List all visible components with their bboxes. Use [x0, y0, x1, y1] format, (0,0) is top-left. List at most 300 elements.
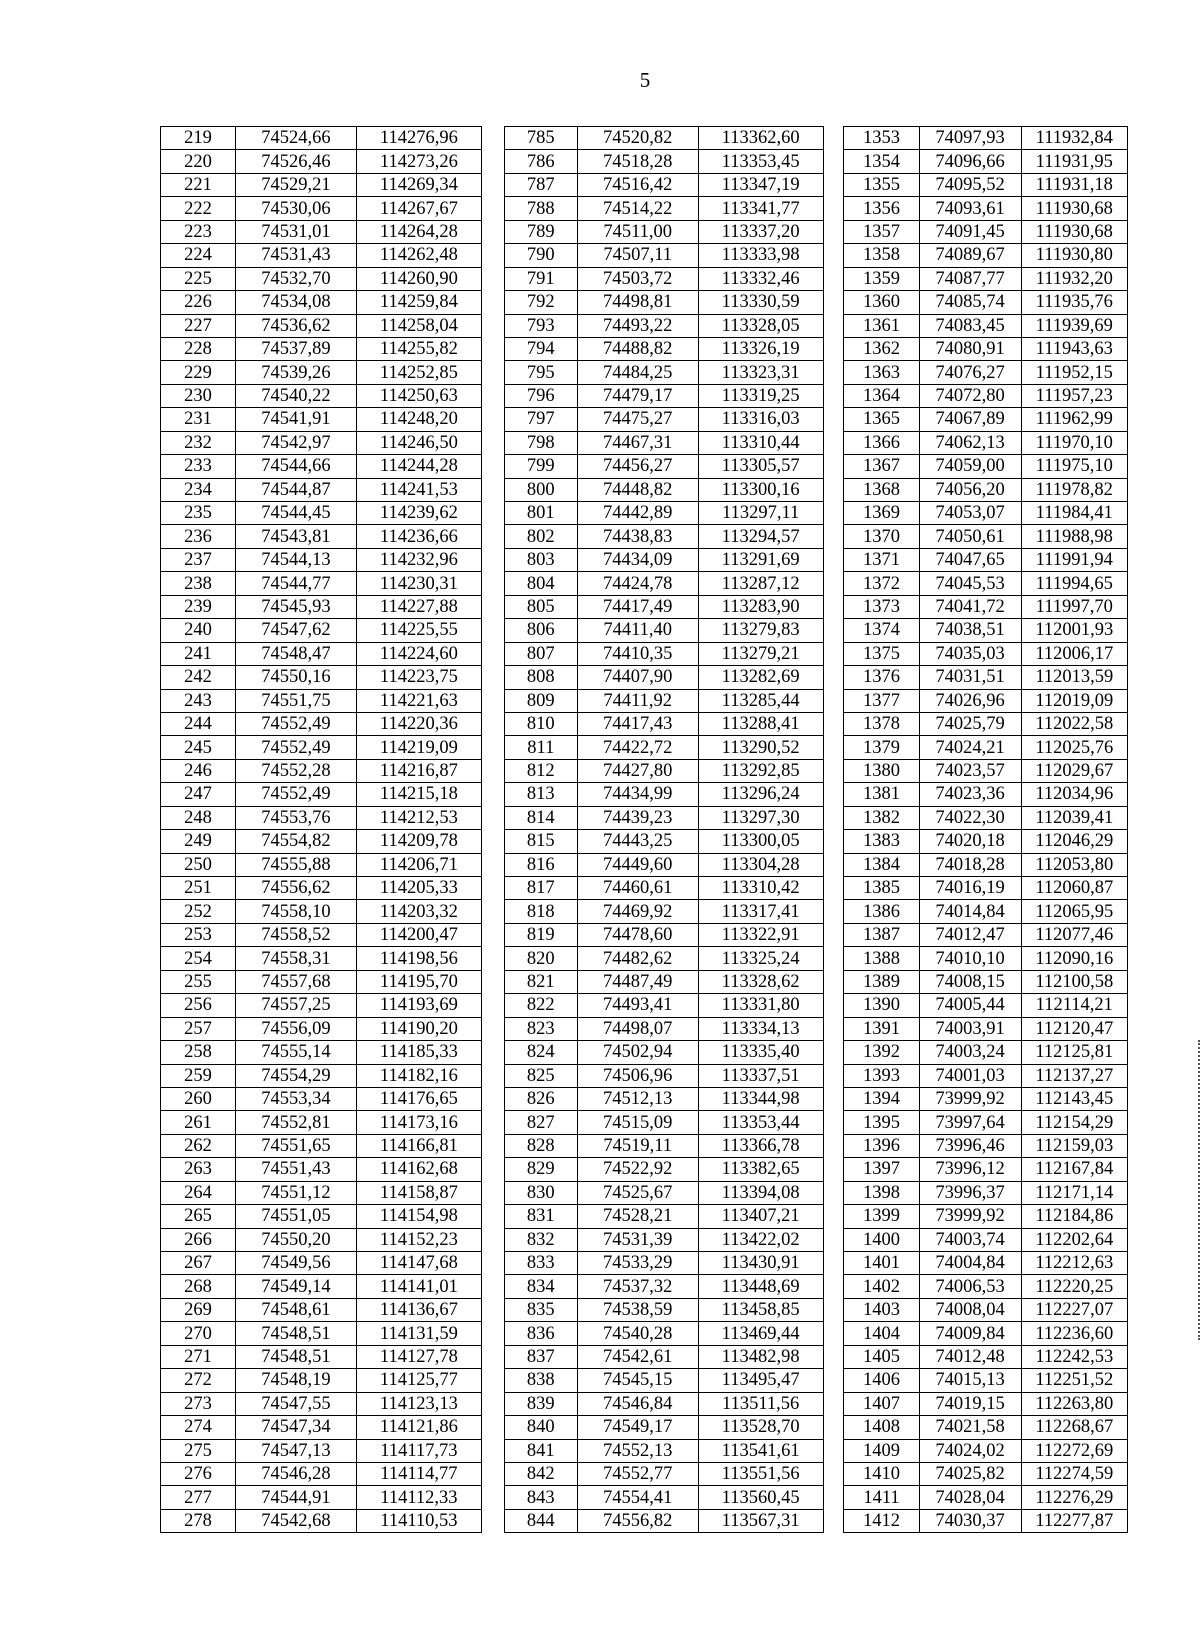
- x-coordinate-cell: 74427,80: [577, 759, 698, 782]
- column-gap: [823, 1392, 844, 1415]
- y-coordinate-cell: 114239,62: [356, 502, 481, 525]
- y-coordinate-cell: 114219,09: [356, 736, 481, 759]
- point-number-cell: 807: [504, 642, 577, 665]
- point-number-cell: 228: [161, 337, 236, 360]
- x-coordinate-cell: 74080,91: [919, 337, 1021, 360]
- y-coordinate-cell: 113310,44: [698, 431, 823, 454]
- y-coordinate-cell: 114259,84: [356, 291, 481, 314]
- x-coordinate-cell: 74538,59: [577, 1298, 698, 1321]
- point-number-cell: 245: [161, 736, 236, 759]
- x-coordinate-cell: 73999,92: [919, 1087, 1021, 1110]
- y-coordinate-cell: 112060,87: [1021, 877, 1127, 900]
- x-coordinate-cell: 74053,07: [919, 502, 1021, 525]
- y-coordinate-cell: 113541,61: [698, 1439, 823, 1462]
- y-coordinate-cell: 114176,65: [356, 1087, 481, 1110]
- column-gap: [823, 1158, 844, 1181]
- point-number-cell: 274: [161, 1416, 236, 1439]
- column-gap: [823, 1298, 844, 1321]
- column-gap: [481, 1017, 504, 1040]
- column-gap: [481, 1345, 504, 1368]
- point-number-cell: 831: [504, 1205, 577, 1228]
- point-number-cell: 257: [161, 1017, 236, 1040]
- point-number-cell: 222: [161, 197, 236, 220]
- x-coordinate-cell: 74434,99: [577, 783, 698, 806]
- x-coordinate-cell: 74532,70: [236, 267, 357, 290]
- y-coordinate-cell: 114225,55: [356, 619, 481, 642]
- point-number-cell: 816: [504, 853, 577, 876]
- table-row: [161, 1181, 1128, 1204]
- y-coordinate-cell: 114127,78: [356, 1345, 481, 1368]
- column-gap: [481, 267, 504, 290]
- table-row: [161, 1392, 1128, 1415]
- point-number-cell: 271: [161, 1345, 236, 1368]
- x-coordinate-cell: 74010,10: [919, 947, 1021, 970]
- y-coordinate-cell: 113322,91: [698, 923, 823, 946]
- x-coordinate-cell: 74524,66: [236, 127, 357, 150]
- x-coordinate-cell: 74537,89: [236, 337, 357, 360]
- y-coordinate-cell: 113337,20: [698, 220, 823, 243]
- table-row: [161, 619, 1128, 642]
- point-number-cell: 1370: [844, 525, 919, 548]
- point-number-cell: 267: [161, 1252, 236, 1275]
- table-row: [161, 759, 1128, 782]
- y-coordinate-cell: 114114,77: [356, 1462, 481, 1485]
- column-gap: [823, 267, 844, 290]
- point-number-cell: 825: [504, 1064, 577, 1087]
- y-coordinate-cell: 112137,27: [1021, 1064, 1127, 1087]
- column-gap: [481, 314, 504, 337]
- table-row: [161, 525, 1128, 548]
- point-number-cell: 842: [504, 1462, 577, 1485]
- table-row: [161, 361, 1128, 384]
- point-number-cell: 235: [161, 502, 236, 525]
- x-coordinate-cell: 74448,82: [577, 478, 698, 501]
- point-number-cell: 1394: [844, 1087, 919, 1110]
- y-coordinate-cell: 113528,70: [698, 1416, 823, 1439]
- y-coordinate-cell: 113328,62: [698, 970, 823, 993]
- point-number-cell: 801: [504, 502, 577, 525]
- y-coordinate-cell: 114112,33: [356, 1486, 481, 1509]
- y-coordinate-cell: 114252,85: [356, 361, 481, 384]
- point-number-cell: 234: [161, 478, 236, 501]
- x-coordinate-cell: 74549,14: [236, 1275, 357, 1298]
- x-coordinate-cell: 74028,04: [919, 1486, 1021, 1509]
- y-coordinate-cell: 111930,80: [1021, 244, 1127, 267]
- column-gap: [823, 1228, 844, 1251]
- table-row: [161, 150, 1128, 173]
- column-gap: [481, 1416, 504, 1439]
- y-coordinate-cell: 112227,07: [1021, 1298, 1127, 1321]
- x-coordinate-cell: 74544,45: [236, 502, 357, 525]
- point-number-cell: 246: [161, 759, 236, 782]
- y-coordinate-cell: 113458,85: [698, 1298, 823, 1321]
- x-coordinate-cell: 74550,20: [236, 1228, 357, 1251]
- y-coordinate-cell: 112276,29: [1021, 1486, 1127, 1509]
- column-gap: [481, 642, 504, 665]
- column-gap: [823, 1252, 844, 1275]
- x-coordinate-cell: 74442,89: [577, 502, 698, 525]
- x-coordinate-cell: 74554,41: [577, 1486, 698, 1509]
- column-gap: [823, 994, 844, 1017]
- x-coordinate-cell: 74502,94: [577, 1041, 698, 1064]
- y-coordinate-cell: 114269,34: [356, 173, 481, 196]
- x-coordinate-cell: 74434,09: [577, 548, 698, 571]
- point-number-cell: 810: [504, 712, 577, 735]
- point-number-cell: 1407: [844, 1392, 919, 1415]
- point-number-cell: 260: [161, 1087, 236, 1110]
- point-number-cell: 220: [161, 150, 236, 173]
- point-number-cell: 837: [504, 1345, 577, 1368]
- x-coordinate-cell: 74530,06: [236, 197, 357, 220]
- x-coordinate-cell: 74097,93: [919, 127, 1021, 150]
- x-coordinate-cell: 74551,12: [236, 1181, 357, 1204]
- x-coordinate-cell: 74019,15: [919, 1392, 1021, 1415]
- point-number-cell: 232: [161, 431, 236, 454]
- column-gap: [823, 619, 844, 642]
- point-number-cell: 1409: [844, 1439, 919, 1462]
- y-coordinate-cell: 113290,52: [698, 736, 823, 759]
- table-row: [161, 1345, 1128, 1368]
- y-coordinate-cell: 114198,56: [356, 947, 481, 970]
- y-coordinate-cell: 113304,28: [698, 853, 823, 876]
- column-gap: [481, 173, 504, 196]
- column-gap: [823, 666, 844, 689]
- x-coordinate-cell: 74001,03: [919, 1064, 1021, 1087]
- point-number-cell: 233: [161, 455, 236, 478]
- point-number-cell: 821: [504, 970, 577, 993]
- column-gap: [823, 244, 844, 267]
- y-coordinate-cell: 113330,59: [698, 291, 823, 314]
- y-coordinate-cell: 112046,29: [1021, 830, 1127, 853]
- point-number-cell: 236: [161, 525, 236, 548]
- column-gap: [481, 361, 504, 384]
- point-number-cell: 824: [504, 1041, 577, 1064]
- point-number-cell: 1382: [844, 806, 919, 829]
- point-number-cell: 1373: [844, 595, 919, 618]
- y-coordinate-cell: 114206,71: [356, 853, 481, 876]
- x-coordinate-cell: 74438,83: [577, 525, 698, 548]
- y-coordinate-cell: 114221,63: [356, 689, 481, 712]
- point-number-cell: 792: [504, 291, 577, 314]
- y-coordinate-cell: 112006,17: [1021, 642, 1127, 665]
- column-gap: [823, 830, 844, 853]
- x-coordinate-cell: 74506,96: [577, 1064, 698, 1087]
- x-coordinate-cell: 74076,27: [919, 361, 1021, 384]
- point-number-cell: 251: [161, 877, 236, 900]
- y-coordinate-cell: 113341,77: [698, 197, 823, 220]
- x-coordinate-cell: 74056,20: [919, 478, 1021, 501]
- point-number-cell: 256: [161, 994, 236, 1017]
- point-number-cell: 258: [161, 1041, 236, 1064]
- y-coordinate-cell: 113334,13: [698, 1017, 823, 1040]
- column-gap: [823, 923, 844, 946]
- point-number-cell: 277: [161, 1486, 236, 1509]
- x-coordinate-cell: 74439,23: [577, 806, 698, 829]
- x-coordinate-cell: 74515,09: [577, 1111, 698, 1134]
- x-coordinate-cell: 74546,28: [236, 1462, 357, 1485]
- x-coordinate-cell: 74551,43: [236, 1158, 357, 1181]
- column-gap: [823, 1369, 844, 1392]
- point-number-cell: 794: [504, 337, 577, 360]
- column-gap: [823, 572, 844, 595]
- point-number-cell: 1397: [844, 1158, 919, 1181]
- y-coordinate-cell: 113297,30: [698, 806, 823, 829]
- x-coordinate-cell: 74552,49: [236, 783, 357, 806]
- table-row: [161, 830, 1128, 853]
- point-number-cell: 806: [504, 619, 577, 642]
- column-gap: [481, 1158, 504, 1181]
- column-gap: [823, 1111, 844, 1134]
- y-coordinate-cell: 114158,87: [356, 1181, 481, 1204]
- y-coordinate-cell: 113296,24: [698, 783, 823, 806]
- y-coordinate-cell: 113291,69: [698, 548, 823, 571]
- x-coordinate-cell: 74488,82: [577, 337, 698, 360]
- column-gap: [823, 1087, 844, 1110]
- y-coordinate-cell: 111978,82: [1021, 478, 1127, 501]
- table-row: [161, 900, 1128, 923]
- y-coordinate-cell: 113353,44: [698, 1111, 823, 1134]
- y-coordinate-cell: 114220,36: [356, 712, 481, 735]
- column-gap: [481, 736, 504, 759]
- table-row: [161, 502, 1128, 525]
- y-coordinate-cell: 113469,44: [698, 1322, 823, 1345]
- column-gap: [823, 759, 844, 782]
- y-coordinate-cell: 113482,98: [698, 1345, 823, 1368]
- point-number-cell: 838: [504, 1369, 577, 1392]
- point-number-cell: 1368: [844, 478, 919, 501]
- point-number-cell: 1360: [844, 291, 919, 314]
- x-coordinate-cell: 74089,67: [919, 244, 1021, 267]
- y-coordinate-cell: 111931,18: [1021, 173, 1127, 196]
- table-row: [161, 1486, 1128, 1509]
- point-number-cell: 237: [161, 548, 236, 571]
- y-coordinate-cell: 113353,45: [698, 150, 823, 173]
- point-number-cell: 1355: [844, 173, 919, 196]
- y-coordinate-cell: 112171,14: [1021, 1181, 1127, 1204]
- point-number-cell: 834: [504, 1275, 577, 1298]
- point-number-cell: 1400: [844, 1228, 919, 1251]
- y-coordinate-cell: 111931,95: [1021, 150, 1127, 173]
- point-number-cell: 240: [161, 619, 236, 642]
- y-coordinate-cell: 111988,98: [1021, 525, 1127, 548]
- point-number-cell: 1406: [844, 1369, 919, 1392]
- x-coordinate-cell: 74542,97: [236, 431, 357, 454]
- x-coordinate-cell: 74533,29: [577, 1252, 698, 1275]
- table-row: [161, 947, 1128, 970]
- column-gap: [481, 1205, 504, 1228]
- x-coordinate-cell: 74023,36: [919, 783, 1021, 806]
- y-coordinate-cell: 114258,04: [356, 314, 481, 337]
- point-number-cell: 795: [504, 361, 577, 384]
- y-coordinate-cell: 113326,19: [698, 337, 823, 360]
- y-coordinate-cell: 112263,80: [1021, 1392, 1127, 1415]
- x-coordinate-cell: 74548,51: [236, 1345, 357, 1368]
- point-number-cell: 1372: [844, 572, 919, 595]
- x-coordinate-cell: 74008,04: [919, 1298, 1021, 1321]
- x-coordinate-cell: 74544,87: [236, 478, 357, 501]
- point-number-cell: 822: [504, 994, 577, 1017]
- page-number: 5: [639, 68, 651, 92]
- column-gap: [481, 1509, 504, 1532]
- x-coordinate-cell: 74544,66: [236, 455, 357, 478]
- x-coordinate-cell: 74026,96: [919, 689, 1021, 712]
- y-coordinate-cell: 113362,60: [698, 127, 823, 150]
- x-coordinate-cell: 74038,51: [919, 619, 1021, 642]
- x-coordinate-cell: 74045,53: [919, 572, 1021, 595]
- y-coordinate-cell: 114246,50: [356, 431, 481, 454]
- point-number-cell: 793: [504, 314, 577, 337]
- point-number-cell: 798: [504, 431, 577, 454]
- y-coordinate-cell: 114193,69: [356, 994, 481, 1017]
- x-coordinate-cell: 74422,72: [577, 736, 698, 759]
- x-coordinate-cell: 74012,47: [919, 923, 1021, 946]
- column-gap: [823, 1345, 844, 1368]
- point-number-cell: 226: [161, 291, 236, 314]
- y-coordinate-cell: 114131,59: [356, 1322, 481, 1345]
- y-coordinate-cell: 113323,31: [698, 361, 823, 384]
- column-gap: [481, 712, 504, 735]
- point-number-cell: 1403: [844, 1298, 919, 1321]
- y-coordinate-cell: 113560,45: [698, 1486, 823, 1509]
- y-coordinate-cell: 112090,16: [1021, 947, 1127, 970]
- point-number-cell: 219: [161, 127, 236, 150]
- table-row: [161, 853, 1128, 876]
- column-gap: [481, 1064, 504, 1087]
- x-coordinate-cell: 74548,47: [236, 642, 357, 665]
- x-coordinate-cell: 74552,49: [236, 736, 357, 759]
- x-coordinate-cell: 74096,66: [919, 150, 1021, 173]
- point-number-cell: 817: [504, 877, 577, 900]
- y-coordinate-cell: 112268,67: [1021, 1416, 1127, 1439]
- point-number-cell: 1387: [844, 923, 919, 946]
- column-gap: [823, 1439, 844, 1462]
- x-coordinate-cell: 74549,17: [577, 1416, 698, 1439]
- y-coordinate-cell: 114227,88: [356, 595, 481, 618]
- x-coordinate-cell: 74557,68: [236, 970, 357, 993]
- x-coordinate-cell: 74006,53: [919, 1275, 1021, 1298]
- y-coordinate-cell: 112184,86: [1021, 1205, 1127, 1228]
- y-coordinate-cell: 114205,33: [356, 877, 481, 900]
- y-coordinate-cell: 113331,80: [698, 994, 823, 1017]
- point-number-cell: 844: [504, 1509, 577, 1532]
- column-gap: [481, 1322, 504, 1345]
- x-coordinate-cell: 74512,13: [577, 1087, 698, 1110]
- x-coordinate-cell: 74469,92: [577, 900, 698, 923]
- column-gap: [481, 689, 504, 712]
- column-gap: [481, 244, 504, 267]
- y-coordinate-cell: 113495,47: [698, 1369, 823, 1392]
- table-row: [161, 1298, 1128, 1321]
- x-coordinate-cell: 74556,82: [577, 1509, 698, 1532]
- x-coordinate-cell: 74534,08: [236, 291, 357, 314]
- x-coordinate-cell: 74542,61: [577, 1345, 698, 1368]
- column-gap: [823, 853, 844, 876]
- point-number-cell: 1371: [844, 548, 919, 571]
- column-gap: [823, 1416, 844, 1439]
- column-gap: [823, 712, 844, 735]
- x-coordinate-cell: 74553,76: [236, 806, 357, 829]
- y-coordinate-cell: 114267,67: [356, 197, 481, 220]
- x-coordinate-cell: 74551,05: [236, 1205, 357, 1228]
- table-row: [161, 595, 1128, 618]
- y-coordinate-cell: 114147,68: [356, 1252, 481, 1275]
- x-coordinate-cell: 74531,01: [236, 220, 357, 243]
- x-coordinate-cell: 74503,72: [577, 267, 698, 290]
- point-number-cell: 832: [504, 1228, 577, 1251]
- y-coordinate-cell: 112154,29: [1021, 1111, 1127, 1134]
- y-coordinate-cell: 112202,64: [1021, 1228, 1127, 1251]
- table-row: [161, 548, 1128, 571]
- x-coordinate-cell: 74024,21: [919, 736, 1021, 759]
- column-gap: [481, 1087, 504, 1110]
- y-coordinate-cell: 114262,48: [356, 244, 481, 267]
- x-coordinate-cell: 74547,62: [236, 619, 357, 642]
- x-coordinate-cell: 74525,67: [577, 1181, 698, 1204]
- column-gap: [823, 1509, 844, 1532]
- y-coordinate-cell: 114185,33: [356, 1041, 481, 1064]
- x-coordinate-cell: 73996,37: [919, 1181, 1021, 1204]
- point-number-cell: 1361: [844, 314, 919, 337]
- point-number-cell: 1356: [844, 197, 919, 220]
- y-coordinate-cell: 114117,73: [356, 1439, 481, 1462]
- point-number-cell: 804: [504, 572, 577, 595]
- point-number-cell: 790: [504, 244, 577, 267]
- table-row: [161, 736, 1128, 759]
- x-coordinate-cell: 74047,65: [919, 548, 1021, 571]
- y-coordinate-cell: 111952,15: [1021, 361, 1127, 384]
- column-gap: [481, 830, 504, 853]
- x-coordinate-cell: 74478,60: [577, 923, 698, 946]
- y-coordinate-cell: 111994,65: [1021, 572, 1127, 595]
- column-gap: [481, 877, 504, 900]
- point-number-cell: 830: [504, 1181, 577, 1204]
- point-number-cell: 276: [161, 1462, 236, 1485]
- column-gap: [823, 220, 844, 243]
- x-coordinate-cell: 74498,07: [577, 1017, 698, 1040]
- y-coordinate-cell: 111932,84: [1021, 127, 1127, 150]
- point-number-cell: 839: [504, 1392, 577, 1415]
- column-gap: [823, 314, 844, 337]
- point-number-cell: 221: [161, 173, 236, 196]
- point-number-cell: 1378: [844, 712, 919, 735]
- table-row: [161, 478, 1128, 501]
- x-coordinate-cell: 74550,16: [236, 666, 357, 689]
- x-coordinate-cell: 73997,64: [919, 1111, 1021, 1134]
- x-coordinate-cell: 74551,75: [236, 689, 357, 712]
- x-coordinate-cell: 74059,00: [919, 455, 1021, 478]
- x-coordinate-cell: 74091,45: [919, 220, 1021, 243]
- point-number-cell: 818: [504, 900, 577, 923]
- x-coordinate-cell: 74554,82: [236, 830, 357, 853]
- point-number-cell: 786: [504, 150, 577, 173]
- point-number-cell: 1379: [844, 736, 919, 759]
- y-coordinate-cell: 114236,66: [356, 525, 481, 548]
- point-number-cell: 828: [504, 1134, 577, 1157]
- x-coordinate-cell: 74493,41: [577, 994, 698, 1017]
- column-gap: [823, 502, 844, 525]
- y-coordinate-cell: 114230,31: [356, 572, 481, 595]
- point-number-cell: 808: [504, 666, 577, 689]
- point-number-cell: 229: [161, 361, 236, 384]
- point-number-cell: 1381: [844, 783, 919, 806]
- column-gap: [823, 736, 844, 759]
- y-coordinate-cell: 114250,63: [356, 384, 481, 407]
- y-coordinate-cell: 112053,80: [1021, 853, 1127, 876]
- table-row: [161, 1017, 1128, 1040]
- y-coordinate-cell: 113283,90: [698, 595, 823, 618]
- table-row: [161, 1439, 1128, 1462]
- table-row: [161, 806, 1128, 829]
